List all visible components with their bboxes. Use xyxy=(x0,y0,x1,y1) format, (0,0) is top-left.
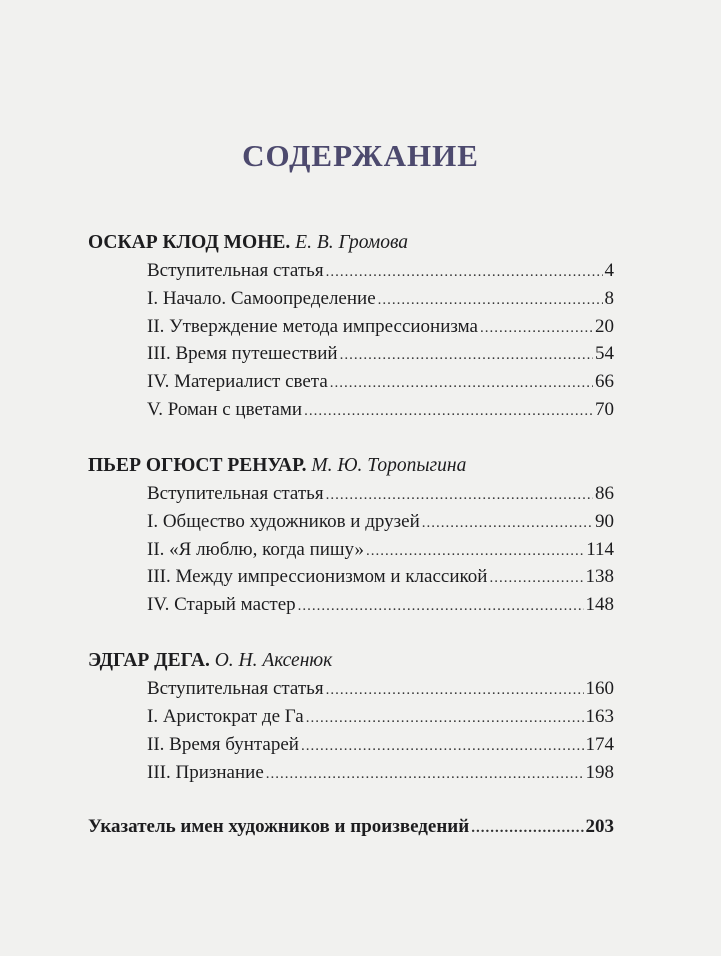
entry-page: 70 xyxy=(595,399,614,420)
toc-entry[interactable] xyxy=(147,260,614,286)
author-name: О. Н. Аксенюк xyxy=(214,650,333,671)
entry-label: Вступительная статья xyxy=(147,260,324,281)
index-entry[interactable] xyxy=(88,816,614,842)
toc-entry[interactable] xyxy=(147,288,614,314)
entry-page: 174 xyxy=(585,734,614,755)
toc-entry[interactable] xyxy=(147,762,614,788)
entry-label: II. Утверждение метода импрессионизма xyxy=(147,316,478,337)
dot-leader xyxy=(301,738,584,755)
entry-label: Вступительная статья xyxy=(147,483,324,504)
section-heading-degas xyxy=(88,650,332,672)
dot-leader xyxy=(340,347,593,364)
dot-leader xyxy=(306,710,584,727)
dot-leader xyxy=(480,320,593,337)
entry-page: 148 xyxy=(585,594,614,615)
toc-entry[interactable] xyxy=(147,539,614,565)
entry-label: IV. Старый мастер xyxy=(147,594,296,615)
dot-leader xyxy=(298,598,584,615)
entry-label: IV. Материалист света xyxy=(147,371,328,392)
artist-name: ПЬЕР ОГЮСТ РЕНУАР. xyxy=(88,455,307,476)
entry-page: 4 xyxy=(604,260,614,281)
dot-leader xyxy=(378,292,603,309)
entry-page: 163 xyxy=(585,706,614,727)
entry-label: III. Время путешествий xyxy=(147,343,338,364)
entry-page: 20 xyxy=(595,316,614,337)
toc-entry[interactable] xyxy=(147,734,614,760)
entry-page: 54 xyxy=(595,343,614,364)
entry-page: 114 xyxy=(586,539,614,560)
entry-label: II. «Я люблю, когда пишу» xyxy=(147,539,365,560)
section-heading-renoir xyxy=(88,455,466,477)
author-name: Е. В. Громова xyxy=(295,232,409,253)
entry-page: 86 xyxy=(595,483,614,504)
entry-label: V. Роман с цветами xyxy=(147,399,303,420)
entry-page: 90 xyxy=(595,511,614,532)
entry-label: III. Между импрессионизмом и классикой xyxy=(147,566,488,587)
author-name: М. Ю. Торопыгина xyxy=(311,455,467,476)
toc-entry[interactable] xyxy=(147,566,614,592)
dot-leader xyxy=(489,570,583,587)
artist-name: ОСКАР КЛОД МОНЕ. xyxy=(88,232,291,253)
dot-leader xyxy=(266,766,584,783)
entry-page: 160 xyxy=(585,678,614,699)
entry-label: Указатель имен художников и произведений xyxy=(88,816,470,837)
toc-entry[interactable] xyxy=(147,316,614,342)
dot-leader xyxy=(330,375,593,392)
toc-entry[interactable] xyxy=(147,678,614,704)
entry-page: 138 xyxy=(585,566,614,587)
entry-label: III. Признание xyxy=(147,762,264,783)
dot-leader xyxy=(366,543,584,560)
entry-label: Вступительная статья xyxy=(147,678,324,699)
toc-entry[interactable] xyxy=(147,706,614,732)
toc-entry[interactable] xyxy=(147,343,614,369)
page-title: СОДЕРЖАНИЕ xyxy=(242,138,479,173)
entry-page: 66 xyxy=(595,371,614,392)
entry-label: I. Общество художников и друзей xyxy=(147,511,420,532)
toc-entry[interactable] xyxy=(147,511,614,537)
entry-page: 198 xyxy=(585,762,614,783)
dot-leader xyxy=(422,515,593,532)
toc-entry[interactable] xyxy=(147,371,614,397)
dot-leader xyxy=(304,403,593,420)
dot-leader xyxy=(471,820,583,837)
entry-page: 8 xyxy=(604,288,614,309)
dot-leader xyxy=(326,682,584,699)
artist-name: ЭДГАР ДЕГА. xyxy=(88,650,210,671)
toc-entry[interactable] xyxy=(147,399,614,425)
dot-leader xyxy=(326,264,603,281)
toc-entry[interactable] xyxy=(147,483,614,509)
toc-entry[interactable] xyxy=(147,594,614,620)
entry-page: 203 xyxy=(585,816,614,837)
dot-leader xyxy=(326,487,593,504)
entry-label: I. Начало. Самоопределение xyxy=(147,288,376,309)
section-heading-monet xyxy=(88,232,408,254)
entry-label: II. Время бунтарей xyxy=(147,734,299,755)
entry-label: I. Аристократ де Га xyxy=(147,706,304,727)
